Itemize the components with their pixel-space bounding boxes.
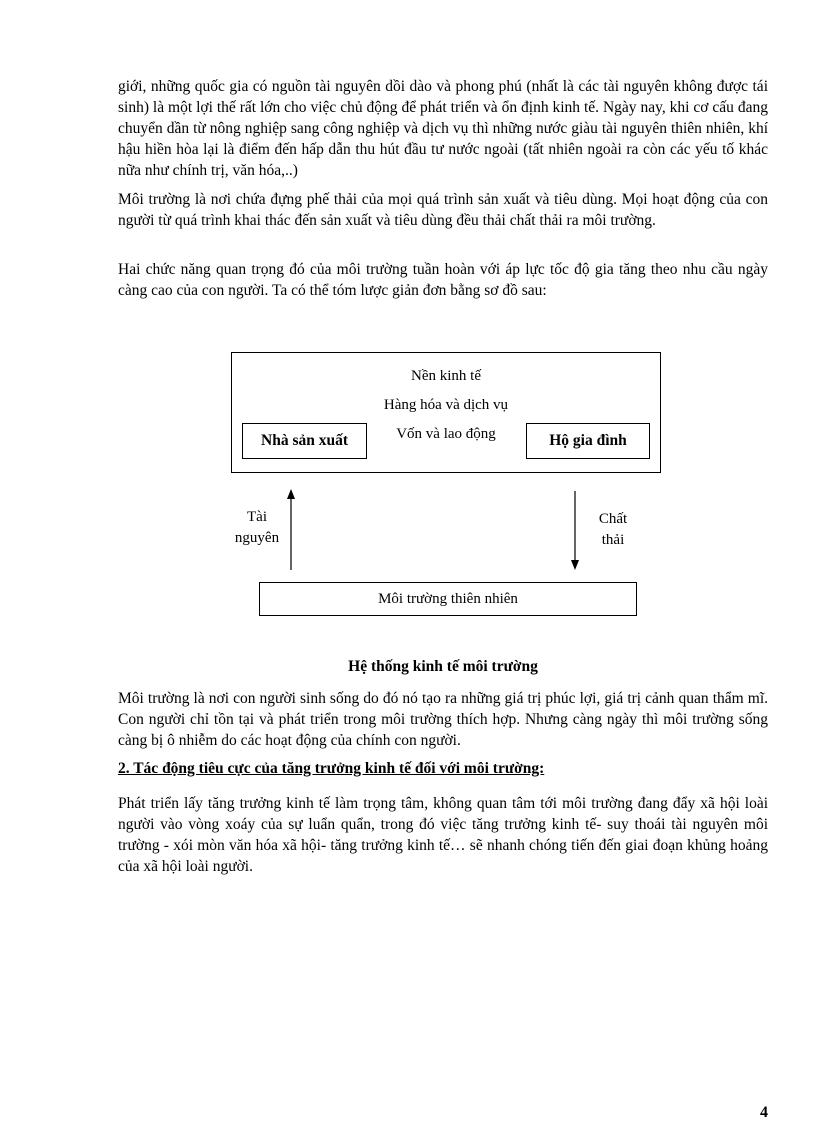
waste-label-line2: thải	[601, 532, 625, 548]
economy-title: Nền kinh tế	[411, 368, 481, 384]
capital-labor-label: Vốn và lao động	[396, 426, 496, 442]
diagram-caption: Hệ thống kinh tế môi trường	[348, 658, 538, 675]
paragraph-resources: giới, những quốc gia có nguồn tài nguyên dồi dào và phong phú (nhất là các tài nguyên không được tái sinh) là một lợi thế rất lớn cho việc chủ động để phát triển và ổn định kinh tế. Ngày nay, khi cơ cấu đang chuyển dần từ nông nghiệp sang công nghiệp và dịch vụ thì những nước giàu tài nguyên thiên nhiên, khí hậu hiền hòa lại là điểm đến hấp dẫn thu hút đầu tư nước ngoài (tất nhiên ngoài ra còn các yếu tố khác nữa như chính trị, văn hóa,..)	[118, 78, 768, 179]
resource-label-line1: Tài	[247, 509, 267, 525]
waste-label	[587, 509, 639, 551]
paragraph-waste: Môi trường là nơi chứa đựng phế thải của mọi quá trình sản xuất và tiêu dùng. Mọi hoạt động của con người từ quá trình khai thác đến sản xuất và tiêu dùng đều thải chất thải ra môi trường.	[118, 191, 768, 229]
nature-label: Môi trường thiên nhiên	[378, 590, 518, 607]
paragraph-functions: Hai chức năng quan trọng đó của môi trường tuần hoàn với áp lực tốc độ gia tăng theo nhu cầu ngày càng cao của con người. Ta có thể tóm lược giản đơn bằng sơ đồ sau:	[118, 261, 768, 299]
goods-services-label: Hàng hóa và dịch vụ	[383, 397, 509, 413]
page-number: 4	[760, 1104, 768, 1121]
resource-label	[228, 507, 286, 549]
section-heading: 2. Tác động tiêu cực của tăng trưởng kinh tế đối với môi trường:	[118, 760, 545, 777]
resource-arrowhead-up-icon	[287, 489, 295, 499]
household-label: Hộ gia đình	[549, 432, 627, 449]
waste-label-line1: Chất	[598, 511, 628, 527]
resource-label-line2: nguyên	[234, 530, 280, 546]
paragraph-living-environment: Môi trường là nơi con người sinh sống do đó nó tạo ra những giá trị phúc lợi, giá trị cảnh quan thẩm mĩ. Con người chỉ tồn tại và phát triển trong môi trường thích hợp. Nhưng càng ngày thì môi trường sống càng bị ô nhiễm do các hoạt động của chính con người.	[118, 690, 768, 749]
producer-label: Nhà sản xuất	[261, 432, 348, 449]
nature-box	[259, 582, 637, 616]
paragraph-negative-impact: Phát triển lấy tăng trưởng kinh tế làm trọng tâm, không quan tâm tới môi trường đang đẩy xã hội loài người vào vòng xoáy của sự luẩn quẩn, trong đó việc tăng trưởng kinh tế- suy thoái tài nguyên môi trường - xói mòn văn hóa xã hội- tăng trưởng kinh tế… sẽ nhanh chóng tiến đến giai đoạn khủng hoảng của xã hội loài người.	[118, 795, 768, 875]
waste-arrowhead-down-icon	[571, 560, 579, 570]
